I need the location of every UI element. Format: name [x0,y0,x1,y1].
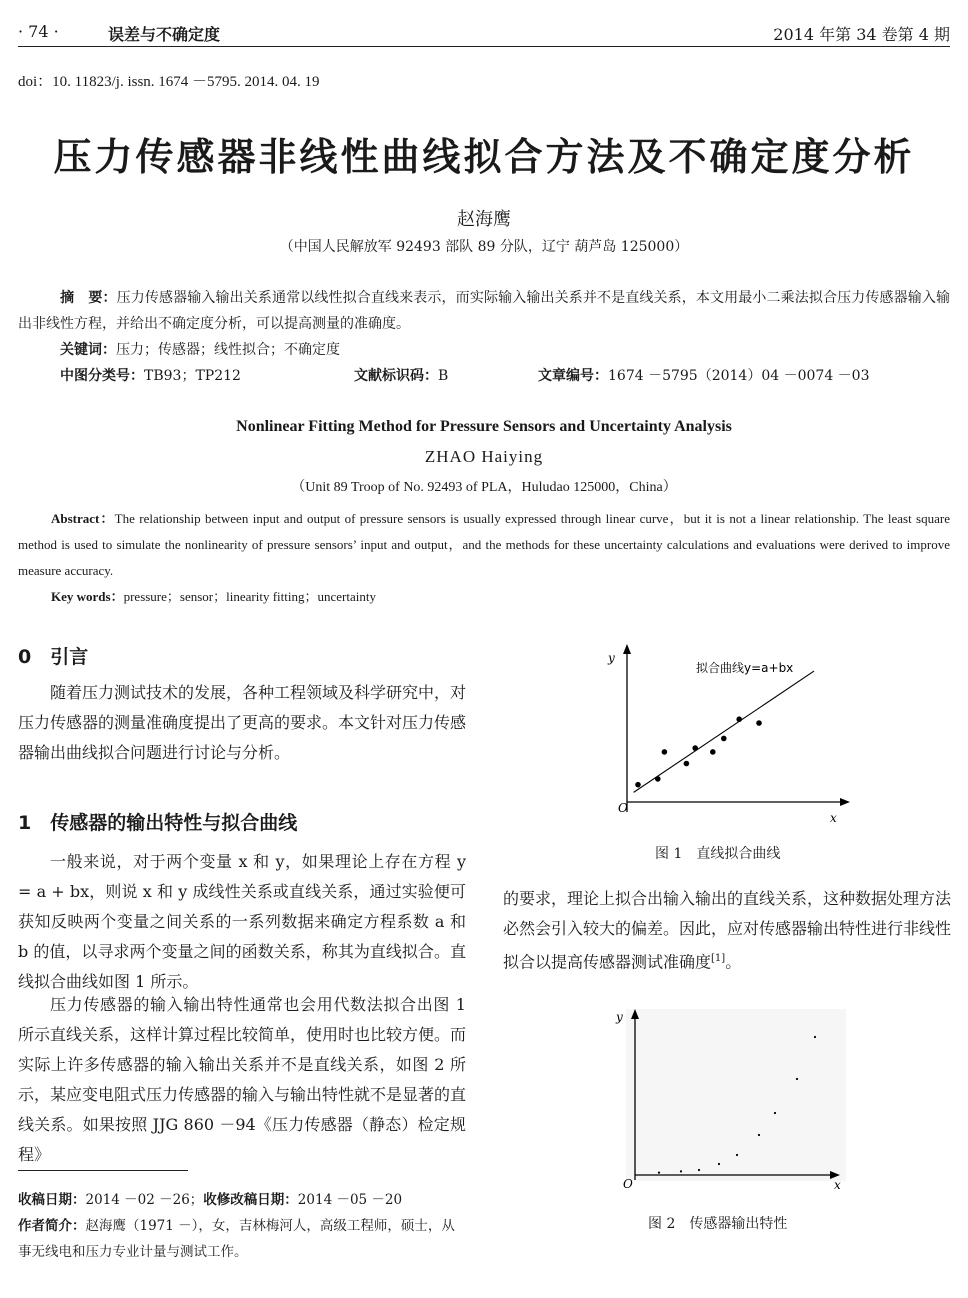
english-keywords [18,584,950,610]
paragraph-3-text: 的要求，理论上拟合出输入输出的直线关系，这种数据处理方法必然会引入较大的偏差。因此，应对传感器输出特性进行非线性拟合以提高传感器测试准确度 [503,889,952,972]
data-point [796,1078,798,1080]
english-abstract [18,506,950,584]
data-point [774,1112,776,1114]
data-point [655,776,661,782]
section-1-paragraph-3 [503,884,951,977]
section-0-heading: 0 引言 [18,646,89,668]
data-point [635,782,641,788]
fig1-x-label: x [830,811,837,825]
clc-value: TB93；TP212 [144,368,241,384]
fig1-x-arrow [840,798,850,806]
received-date: 2014 －02 －26； [85,1192,204,1208]
english-abstract-label: Abstract： [51,511,115,526]
data-point [692,745,698,751]
citation-ref[interactable]: [1] [711,953,726,964]
fig1-line-label: 拟合曲线y=a+bx [696,661,794,675]
article-no-label: 文章编号： [538,368,608,384]
affiliation: （中国人民解放军 92493 部队 89 分队，辽宁 葫芦岛 125000） [279,239,689,255]
data-point [814,1036,816,1038]
data-point [710,749,716,755]
keywords-text: 压力；传感器；线性拟合；不确定度 [116,342,340,358]
english-keywords-label: Key words： [51,589,124,604]
doc-code-value: B [438,368,449,384]
fig2-x-label: x [834,1178,841,1192]
data-point [662,749,668,755]
fit-line [634,671,814,792]
fig1-y-arrow [623,644,631,654]
keywords-cn [18,337,950,363]
bio-label: 作者简介： [18,1218,86,1234]
keywords-label: 关键词： [60,342,116,358]
english-author: ZHAO Haiying [424,447,544,466]
data-point [684,761,690,767]
data-point [718,1163,720,1165]
author: 赵海鹰 [457,209,511,230]
data-point [758,1134,760,1136]
abstract-text: 压力传感器输入输出关系通常以线性拟合直线来表示，而实际输入输出关系并不是直线关系，本文用最小二乘法拟合压力传感器输入输出非线性方程，并给出不确定度分析，可以提高测量的准确度。 [18,290,951,332]
bio-text: 赵海鹰（1971 －），女，吉林梅河人，高级工程师，硕士，从事无线电和压力专业计量与测试工作。 [18,1218,455,1260]
header-rule [18,46,950,47]
data-point [721,736,727,742]
fig2-origin: O [623,1177,633,1191]
data-point [698,1169,700,1171]
section-1-paragraph-2: 压力传感器的输入输出特性通常也会用代数法拟合出图 1 所示直线关系，这样计算过程比较简单，使用时也比较方便。而实际上许多传感器的输入输出关系并不是直线关系，如图 2 所示，某应变电阻式压力传感器的输入与输出特性就不是显著的直线关系。如果按照 JJG 860 －94《压力传感器（静态）检定规程》 [18,995,467,1164]
english-abstract-text: The relationship between input and output of pressure sensors is usually expressed through linear curve，but it is not a linear relationship. The least square method is used to simulate the nonlinearity of pressure sensors’ input and output，and the methods for these uncertainty calculations and evaluations were derived to improve measure accuracy. [18,511,950,578]
journal-section: 误差与不确定度 [108,25,221,44]
english-title: Nonlinear Fitting Method for Pressure Sensors and Uncertainty Analysis [236,418,732,435]
paper-title: 压力传感器非线性曲线拟合方法及不确定度分析 [53,135,915,179]
figure-2-caption: 图 2 传感器输出特性 [648,1216,788,1232]
footnote-bio [18,1213,466,1265]
data-point [736,1154,738,1156]
data-point [756,720,762,726]
figure-1-chart [600,640,860,830]
issue-info: 2014 年第 34 卷第 4 期 [773,25,950,44]
english-affiliation: （Unit 89 Troop of No. 92493 of PLA，Huludao 125000，China） [291,480,677,495]
paragraph-3-end: 。 [725,952,742,972]
data-point [680,1170,682,1172]
revised-label: 收修改稿日期： [203,1192,298,1208]
english-keywords-text: pressure；sensor；linearity fitting；uncertainty [123,589,376,604]
data-point [658,1172,660,1174]
section-1-heading: 1 传感器的输出特性与拟合曲线 [18,812,298,834]
fig1-origin: O [618,801,628,815]
fig2-y-label: y [616,1010,623,1024]
section-1-paragraph-1: 一般来说，对于两个变量 x 和 y，如果理论上存在方程 y = a + bx，则说 x 和 y 成线性关系或直线关系，通过实验便可获知反映两个变量之间关系的一系列数据来确定方程系数 a 和 b 的值，以寻求两个变量之间的函数关系，称其为直线拟合。直线拟合曲线如图 1 所示。 [18,852,466,991]
footnote-rule [18,1170,188,1171]
abstract-cn [18,285,950,337]
figure-2-chart [608,1005,848,1195]
abstract-label: 摘 要： [60,290,117,306]
page-number: · 74 · [18,22,59,41]
article-no-value: 1674 －5795（2014）04 －0074 －03 [608,368,870,384]
section-0-paragraph: 随着压力测试技术的发展，各种工程领域及科学研究中，对压力传感器的测量准确度提出了更高的要求。本文针对压力传感器输出曲线拟合问题进行讨论与分析。 [18,683,467,762]
footnote-dates [18,1187,466,1213]
revised-date: 2014 －05 －20 [297,1192,403,1208]
received-label: 收稿日期： [18,1192,86,1208]
figure-1-caption: 图 1 直线拟合曲线 [655,846,781,862]
doi: doi：10. 11823/j. issn. 1674 －5795. 2014. 04. 19 [18,74,320,90]
clc-label: 中图分类号： [60,368,144,384]
doc-code-label: 文献标识码： [354,368,438,384]
data-point [736,716,742,722]
fig1-y-label: y [608,651,615,665]
